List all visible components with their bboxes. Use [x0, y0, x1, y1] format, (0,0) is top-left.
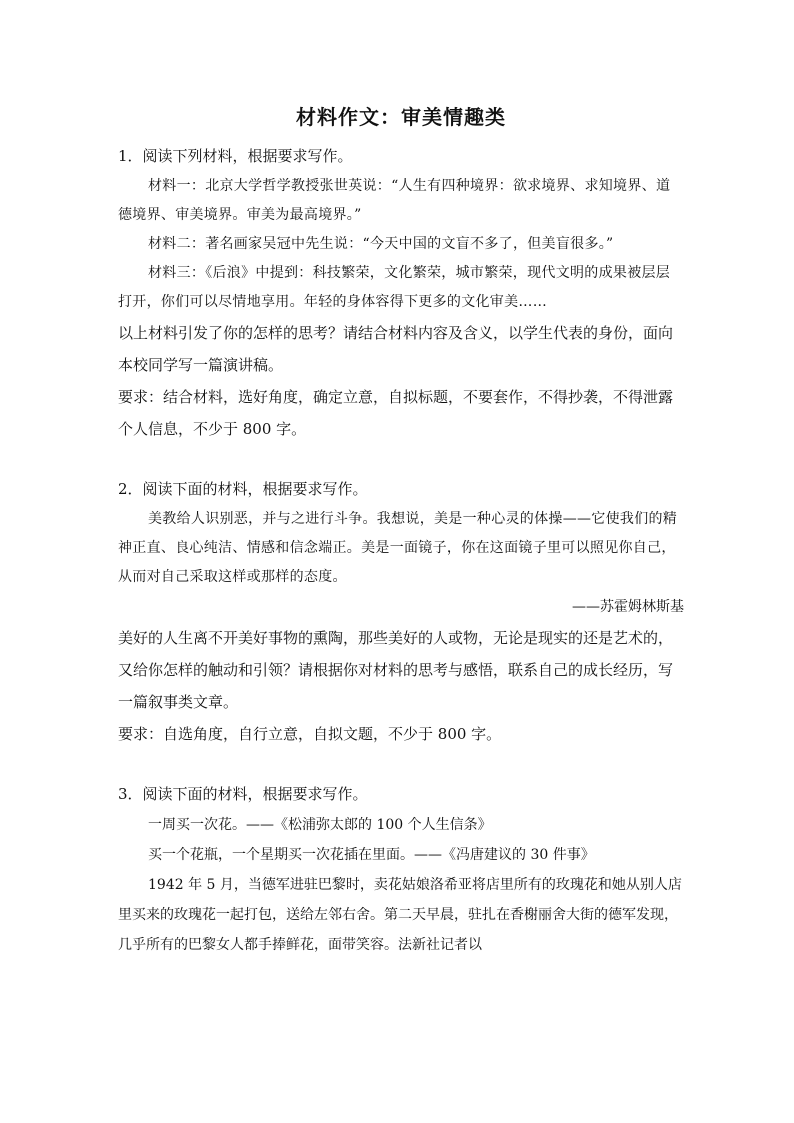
question-1-prompt: 以上材料引发了你的怎样的思考？请结合材料内容及含义，以学生代表的身份，面向本校同学写一篇演讲稿。: [118, 324, 674, 374]
question-2-heading: 2．阅读下面的材料，根据要求写作。: [118, 480, 368, 498]
question-2: [118, 473, 684, 750]
question-3-heading: 3．阅读下面的材料，根据要求写作。: [118, 785, 368, 803]
question-2-material: 美教给人识别恶，并与之进行斗争。我想说，美是一种心灵的体操——它使我们的精神正直、良心纯洁、情感和信念端正。美是一面镜子，你在这面镜子里可以照见你自己，从而对自己采取这样或那样的态度。: [118, 511, 678, 585]
question-3-material-2: 买一个花瓶，一个星期买一次花插在里面。——《冯唐建议的 30 件事》: [148, 847, 595, 863]
page-title: 材料作文：审美情趣类: [296, 105, 506, 129]
question-3-material-3: 1942 年 5 月，当德军进驻巴黎时，卖花姑娘洛希亚将店里所有的玫瑰花和她从别人店里买来的玫瑰花一起打包，送给左邻右舍。第二天早晨，驻扎在香榭丽舍大街的德军发现，几乎所有的巴黎女人都手捧鲜花，面带笑容。法新社记者以: [118, 877, 682, 953]
question-1-material-2: 材料二：著名画家吴冠中先生说：“今天中国的文盲不多了，但美盲很多。”: [148, 236, 614, 252]
question-3: [118, 778, 684, 960]
question-1: [118, 140, 684, 445]
question-3-material-1: 一周买一次花。——《松浦弥太郎的 100 个人生信条》: [148, 817, 492, 833]
question-1-heading: 1．阅读下列材料，根据要求写作。: [118, 147, 353, 165]
question-2-prompt: 美好的人生离不开美好事物的熏陶，那些美好的人或物，无论是现实的还是艺术的，又给你怎样的触动和引领？请根据你对材料的思考与感悟，联系自己的成长经历，写一篇叙事类文章。: [118, 629, 674, 711]
question-2-requirements: 要求：自选角度，自行立意，自拟文题，不少于 800 字。: [118, 725, 502, 743]
question-1-material-3: 材料三：《后浪》中提到：科技繁荣，文化繁荣，城市繁荣，现代文明的成果被层层打开，你们可以尽情地享用。年轻的身体容得下更多的文化审美……: [118, 265, 671, 310]
question-1-material-1: 材料一：北京大学哲学教授张世英说：“人生有四种境界：欲求境界、求知境界、道德境界、审美境界。审美为最高境界。”: [118, 178, 671, 223]
question-2-author: ——苏霍姆林斯基: [572, 599, 684, 615]
section-gap: [118, 750, 684, 778]
question-1-requirements: 要求：结合材料，选好角度，确定立意，自拟标题，不要套作，不得抄袭，不得泄露个人信息，不少于 800 字。: [118, 388, 674, 438]
document-content: [118, 100, 684, 960]
section-gap: [118, 445, 684, 473]
